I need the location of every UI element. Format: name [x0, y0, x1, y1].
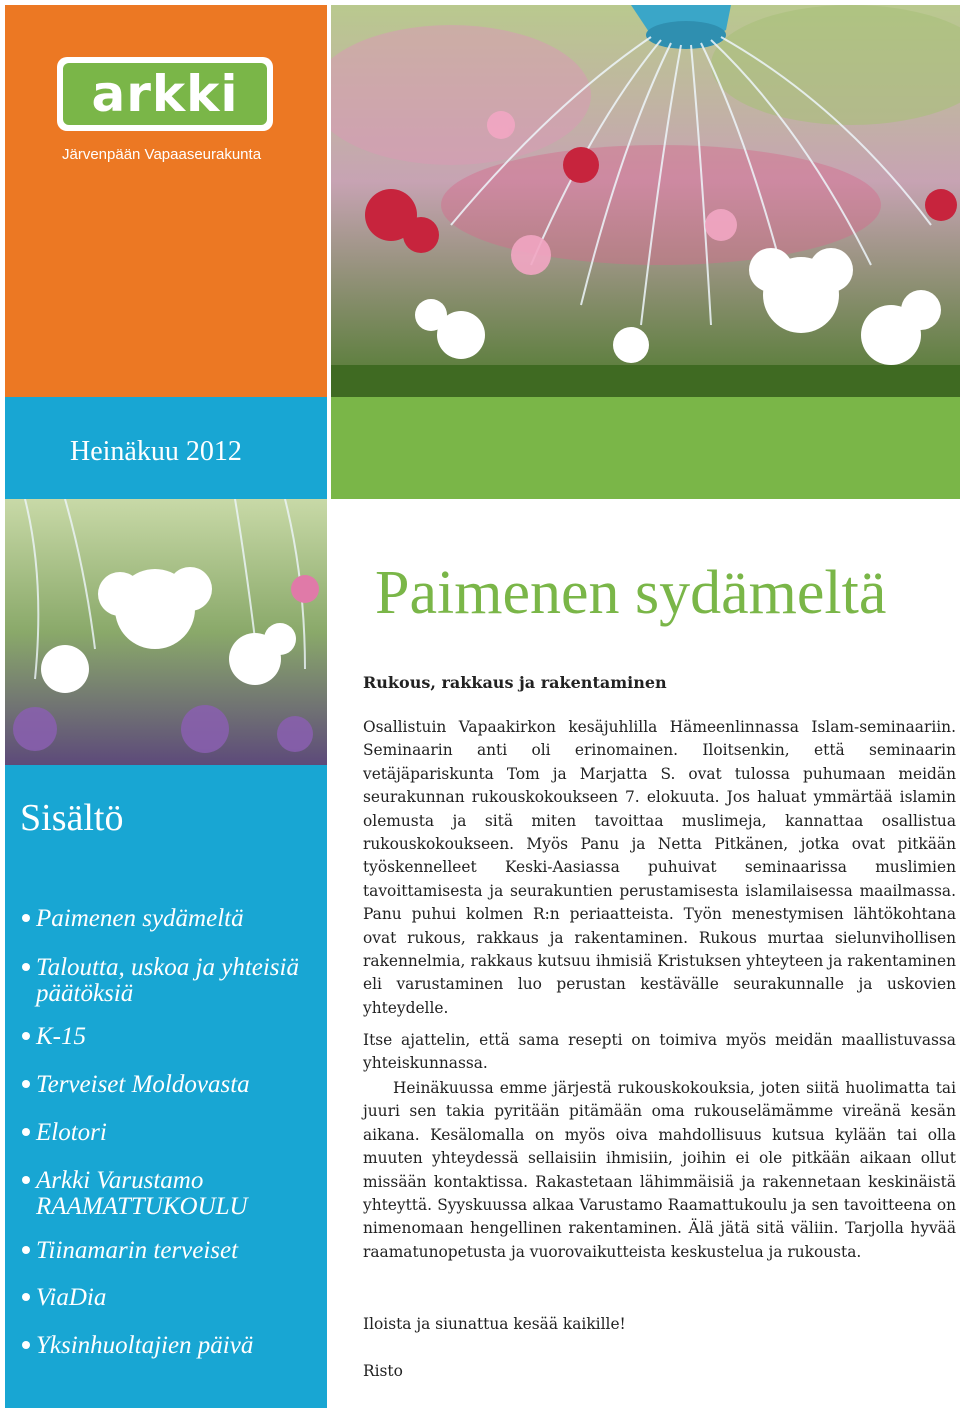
bullet-icon — [22, 914, 30, 922]
toc-item-label: Yksinhuoltajien päivä — [36, 1332, 254, 1359]
toc-item — [22, 1072, 322, 1098]
logo-badge — [63, 63, 267, 125]
contents-title: Sisältö — [20, 797, 124, 839]
toc-item — [22, 1120, 322, 1146]
article-paragraph: Heinäkuussa emme järjestä rukouskokouksia, joten siitä huolimatta tai juuri sen takia pyritään pitämään oma rukouselämämme vireänä kesän aikana. Kesälomalla on myös oiva mahdollisuus kutsua kylään tai olla muuten yhteydessä sellaisiin ihmisiin, joihin ei ole pitkään aikaan ollut missään kontaktissa. Rakastetaan lähimmäisiä ja rakennetaan keskinäistä yhteyttä. Syyskuussa alkaa Varustamo Raamattukoulu ja sen tavoitteena on nimenomaan hengellinen rakentaminen. Älä jätä sitä väliin. Tarjolla hyvää raamatunopetusta ja vuorovaikutteista keskustelua ja rukousta. — [363, 1079, 956, 1261]
toc-item — [22, 1168, 322, 1220]
article-paragraph: Iloista ja siunattua kesää kaikille! — [363, 1315, 626, 1333]
side-photo-illustration — [5, 499, 327, 765]
flowers-watering-photo — [331, 5, 960, 397]
toc-item-label: Arkki Varustamo RAAMATTUKOULU — [36, 1167, 248, 1220]
flowers-side-photo — [5, 499, 327, 765]
article-signature: Risto — [363, 1362, 403, 1380]
toc-item-label: K-15 — [36, 1023, 86, 1050]
toc-item-label: Tiinamarin terveiset — [36, 1237, 239, 1264]
toc-item-label: Taloutta, uskoa ja yhteisiä päätöksiä — [36, 954, 299, 1007]
article-title: Paimenen sydämeltä — [375, 559, 887, 627]
bullet-icon — [22, 1341, 30, 1349]
bullet-icon — [22, 1080, 30, 1088]
toc-item — [22, 906, 322, 932]
bullet-icon — [22, 1128, 30, 1136]
toc-item-label: Paimenen sydämeltä — [36, 905, 244, 932]
article-subtitle: Rukous, rakkaus ja rakentaminen — [363, 673, 667, 692]
green-accent-panel — [331, 397, 960, 499]
toc-item — [22, 1238, 322, 1264]
toc-item-label: Terveiset Moldovasta — [36, 1071, 250, 1098]
toc-item — [22, 955, 322, 1007]
toc-item-label: Elotori — [36, 1119, 107, 1146]
bullet-icon — [22, 1293, 30, 1301]
logo-text: arkki — [91, 65, 239, 123]
bullet-icon — [22, 1176, 30, 1184]
toc-item — [22, 1333, 322, 1359]
photo-illustration — [331, 5, 960, 397]
issue-date: Heinäkuu 2012 — [70, 436, 242, 467]
arkki-logo — [57, 57, 273, 131]
bullet-icon — [22, 1032, 30, 1040]
toc-item — [22, 1285, 322, 1311]
organization-name: Järvenpään Vapaaseurakunta — [62, 146, 262, 163]
bullet-icon — [22, 963, 30, 971]
toc-item — [22, 1024, 322, 1050]
bullet-icon — [22, 1246, 30, 1254]
article-paragraph: Osallistuin Vapaakirkon kesäjuhlilla Hämeenlinnassa Islam-seminaariin. Seminaarin anti oli erinomainen. Iloitsenkin, että seminaarin vetäjäpariskunta Tom ja Marjatta S. ovat tulossa puhumaan meidän seurakunnan rukouskokoukseen 7. elokuuta. Jos haluat ymmärtää islamin olemusta ja sitä miten tavoittaa muslimeja, kannattaa osallistua rukouskokoukseen. Myös Panu ja Netta Pitkänen, jotka ovat pitkään työskennelleet Keski-Aasiassa puhuivat seminaarissa muslimien tavoittamisesta ja seurakuntien perustamisesta islamilaisessa maailmassa. Panu puhui kolmen R:n periaatteista. Työn menestymisen lähtökohtana ovat rukous, rakkaus ja rakentaminen. Rukous murtaa sielunvihollisen rakennelmia, rakkaus kutsuu ihmisiä Kristuksen yhteyteen ja rakentaminen eli varustaminen luo perustan kestävälle seurakunnalle ja uskovien yhteydelle. — [363, 718, 956, 1017]
article-paragraph: Itse ajattelin, että sama resepti on toimiva myös meidän maallistuvassa yhteiskunnassa. — [363, 1031, 956, 1073]
toc-item-label: ViaDia — [36, 1284, 107, 1311]
